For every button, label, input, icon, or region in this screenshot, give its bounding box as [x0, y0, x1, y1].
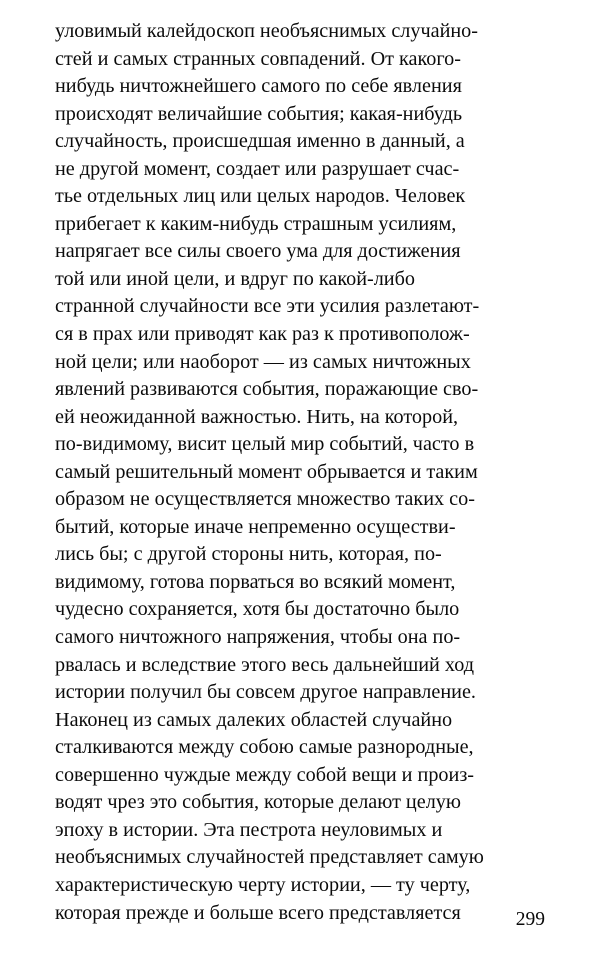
body-text-block [55, 18, 545, 927]
text-line: лись бы; с другой стороны нить, которая, по- [55, 543, 442, 566]
text-line: уловимый калейдоскоп необъяснимых случайно- [55, 20, 478, 42]
text-line: необъяснимых случайностей представляет самую [55, 846, 484, 869]
text-line: не другой момент, создает или разрушает счас- [55, 157, 460, 180]
text-line: Наконец из самых далеких областей случайно [55, 708, 453, 731]
text-line: чудесно сохраняется, хотя бы достаточно было [55, 598, 460, 621]
text-line: характеристическую черту истории, — ту черту, [55, 873, 471, 896]
text-line: той или иной цели, и вдруг по какой-либо [55, 267, 415, 290]
text-line: ей неожиданной важностью. Нить, на которой, [55, 405, 459, 428]
text-line: странной случайности все эти усилия разлетают- [55, 295, 480, 318]
text-line: происходят величайшие события; какая-нибудь [55, 102, 463, 125]
text-line: по-видимому, висит целый мир событий, часто в [55, 433, 475, 456]
text-line: эпоху в истории. Эта пестрота неуловимых и [55, 818, 443, 841]
text-line: ной цели; или наоборот — из самых ничтожных [55, 350, 471, 373]
text-line: стей и самых странных совпадений. От какого- [55, 47, 461, 70]
text-line: видимому, готова порваться во всякий момент, [55, 570, 456, 593]
text-line: случайность, происшедшая именно в данный, а [55, 130, 465, 153]
text-line: образом не осуществляется множество таких со- [55, 488, 475, 511]
text-line: тье отдельных лиц или целых народов. Человек [55, 185, 466, 208]
text-line: бытий, которые иначе непременно осуществи- [55, 515, 456, 538]
text-line: самый решительный момент обрывается и таким [55, 460, 478, 483]
text-line: ся в прах или приводят как раз к противополож- [55, 323, 470, 346]
text-line: совершенно чуждые между собой вещи и произ- [55, 763, 475, 786]
text-line: явлений развиваются события, поражающие сво- [55, 378, 479, 401]
text-line: водят чрез это события, которые делают целую [55, 791, 461, 814]
text-line: прибегает к каким-нибудь страшным усилиям, [55, 212, 457, 235]
text-line: самого ничтожного напряжения, чтобы она по- [55, 626, 461, 649]
text-line: нибудь ничтожнейшего самого по себе явления [55, 75, 462, 98]
text-line: истории получил бы совсем другое направление. [55, 681, 476, 704]
page-number: 299 [515, 909, 545, 930]
text-line: рвалась и вследствие этого весь дальнейший ход [55, 653, 475, 676]
text-line: напрягает все силы своего ума для достижения [55, 240, 461, 263]
text-line: сталкиваются между собою самые разнородные, [55, 736, 474, 759]
text-line: которая прежде и больше всего представляется [55, 901, 461, 924]
